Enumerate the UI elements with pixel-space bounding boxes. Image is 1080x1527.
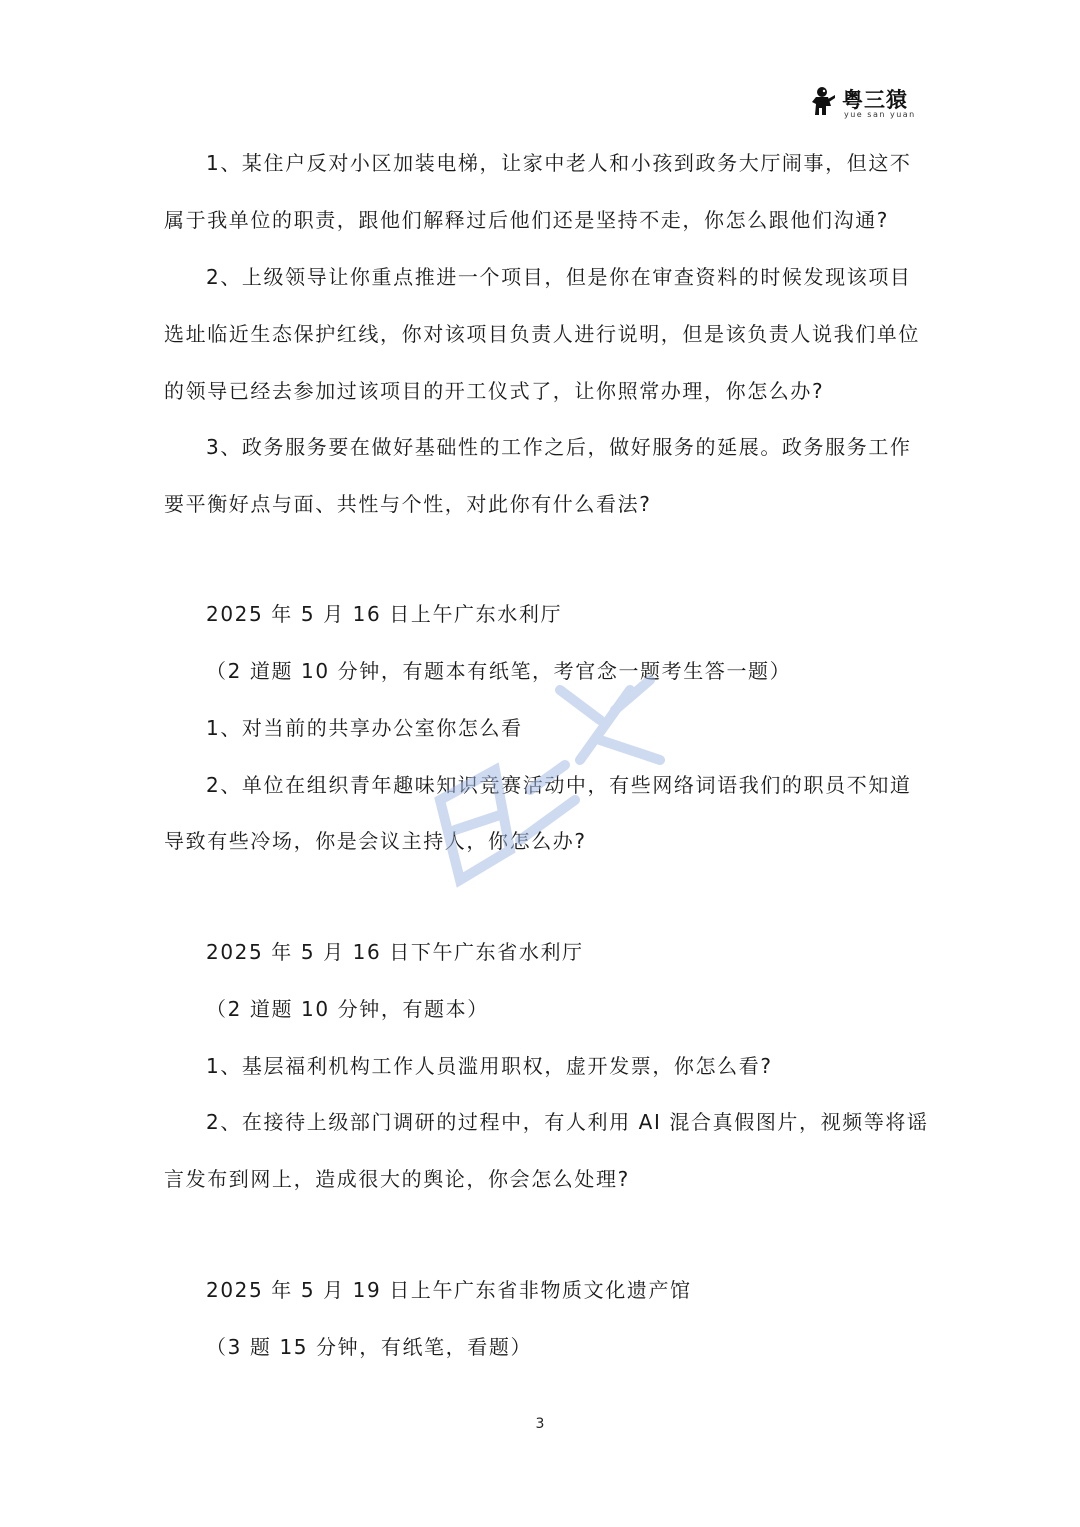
section-heading: 2025 年 5 月 19 日上午广东省非物质文化遗产馆 (206, 1278, 692, 1302)
text-line: 1、对当前的共享办公室你怎么看 (206, 716, 523, 740)
text-line: 2、上级领导让你重点推进一个项目，但是你在审查资料的时候发现该项目 (206, 265, 912, 289)
text-line: 言发布到网上，造成很大的舆论，你会怎么处理? (164, 1167, 630, 1191)
section-note: （3 题 15 分钟，有纸笔，看题） (206, 1335, 533, 1359)
text-line: 1、基层福利机构工作人员滥用职权，虚开发票，你怎么看? (206, 1054, 773, 1078)
text-line: 2、单位在组织青年趣味知识竞赛活动中，有些网络词语我们的职员不知道 (206, 773, 912, 797)
text-line: 的领导已经去参加过该项目的开工仪式了，让你照常办理，你怎么办? (164, 379, 825, 403)
text-line: 属于我单位的职责，跟他们解释过后他们还是坚持不走，你怎么跟他们沟通? (164, 208, 890, 232)
text-line: 2、在接待上级部门调研的过程中，有人利用 AI 混合真假图片，视频等将谣 (206, 1110, 929, 1134)
text-line: 要平衡好点与面、共性与个性，对此你有什么看法? (164, 492, 652, 516)
section-note: （2 道题 10 分钟，有题本） (206, 997, 489, 1021)
text-line: 3、政务服务要在做好基础性的工作之后，做好服务的延展。政务服务工作 (206, 435, 912, 459)
page-number: 3 (535, 1416, 545, 1432)
section-heading: 2025 年 5 月 16 日下午广东省水利厅 (206, 940, 584, 964)
watermark-logo (400, 650, 700, 910)
brand-logo (810, 84, 916, 122)
monkey-logo-icon (810, 86, 836, 116)
logo-subtitle: yue san yuan (844, 110, 916, 119)
text-line: 选址临近生态保护红线，你对该项目负责人进行说明，但是该负责人说我们单位 (164, 322, 920, 346)
section-note: （2 道题 10 分钟，有题本有纸笔，考官念一题考生答一题） (206, 659, 792, 683)
text-line: 1、某住户反对小区加装电梯，让家中老人和小孩到政务大厅闹事，但这不 (206, 151, 912, 175)
section-heading: 2025 年 5 月 16 日上午广东水利厅 (206, 602, 563, 626)
text-line: 导致有些冷场，你是会议主持人，你怎么办? (164, 829, 587, 853)
logo-name: 粤三猿 (842, 88, 908, 112)
